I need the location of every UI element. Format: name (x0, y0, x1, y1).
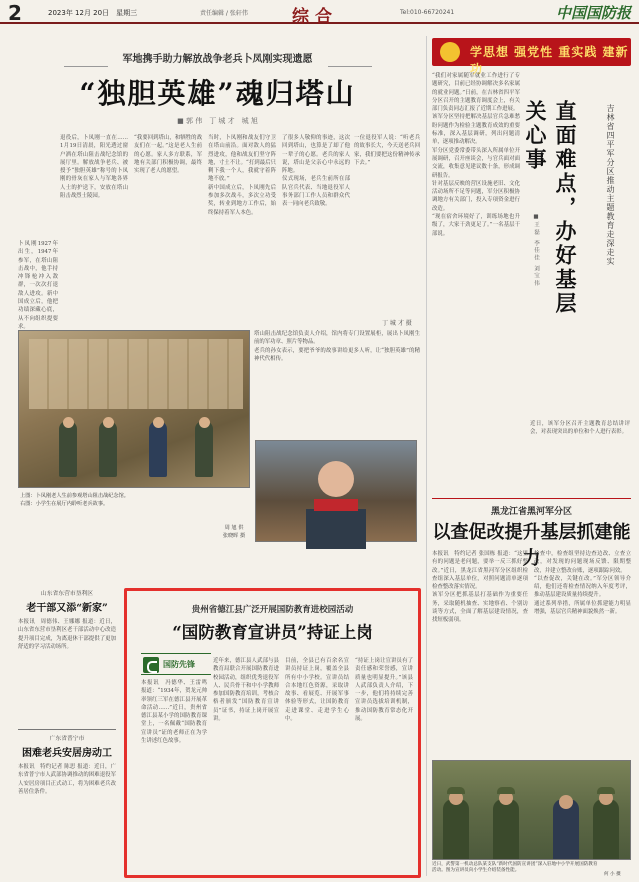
paragraph: 退役后，卜凤刚一直在……1月19日清晨，阳光透过窗户洒在塔山阻击战纪念馆的展厅里。解放战争老兵、被授予“独胆英雄”称号的卜凤刚的骨灰在家人与军地各界人士的护送下，安放在塔山阻击战烈士陵园。 (60, 135, 128, 200)
brief-text (18, 618, 116, 726)
brief-kicker-2: 广东省普宁市 (49, 736, 85, 742)
paragraph: 本报讯 特约记者 张国栋 报道：“这里有的问题是老问题，要举一反三抓好整改。”近日，黑龙江省黑河军分区组织检查组深入基层单位，对照问题清单逐项检查整改落实情况。 (432, 551, 528, 591)
issue-date: 2023年 12月 20日 星期三 (48, 9, 138, 17)
photo-credit: 周 旭 供 张晓晖 摄 (222, 525, 246, 539)
highlighted-article (124, 588, 421, 878)
campaign-banner (432, 38, 631, 76)
paragraph: “我们对家属随军就业工作进行了专题研究，目前已经协调解决多名家属的就业问题。”日前，在吉林省四平军分区召开的主题教育调度会上，有关部门负责同志汇报了近期工作进展。 (432, 73, 520, 113)
photo-caption: 上图：卜凤刚老人生前参观塔山阻击战纪念馆。 右图：小学生在展厅内聆听老兵故事。 (20, 493, 129, 507)
sidebar-column-1 (432, 72, 520, 496)
brief-title: 老干部又添“新家” (26, 603, 108, 614)
soldiers-caption: 近日，武警第一机动总队某支队“新时代国防宣讲团”深入驻地中小学开展国防教育活动。图为宣讲员向小学生介绍装备性能。 (432, 862, 598, 873)
paragraph: 一位退役军人说：“听老兵的故事长大，今天送老兵回家，我们要把这份精神传承下去。” (354, 135, 420, 166)
child-body (306, 509, 366, 549)
child-photo (255, 440, 417, 542)
section-divider (432, 498, 631, 499)
paragraph: 该军分区坚持把解决基层官兵急难愁盼问题作为检验主题教育成效的重要标准，深入基层调研，列出问题清单，逐项推动解决。 (432, 114, 520, 146)
visitor-figure (59, 421, 77, 477)
visitor-figure (149, 421, 167, 477)
page-number: 2 (8, 1, 22, 25)
paragraph: 通过系列举措，所属单位抓建能力明显增强，基层官兵精神面貌焕然一新。 (534, 600, 631, 616)
brief-text-2 (18, 763, 116, 873)
red-scarf (314, 499, 358, 511)
highlight-column-2 (213, 657, 279, 871)
paragraph: 近年来，德江县人武部与县教育局联合开展国防教育进校园活动，组织优秀退役军人、民兵骨干和中小学教师参加国防教育培训，考核合格者颁发“国防教育宣讲员”证书，持证上岗开展宣讲。 (213, 658, 279, 723)
sidebar-subtitle: 吉林省四平军分区推动主题教育走深走实 (606, 104, 615, 266)
paragraph: 当时，卜凤刚和战友们守卫在塔山前沿。面对敌人的猛烈进攻，他和战友们坚守阵地，寸土不让。“打到最后只剩下我一个人，我就守着阵地不放。” (208, 135, 276, 183)
soldier-figure (443, 799, 469, 859)
sidebar-end-note (530, 420, 630, 490)
article2-kicker: 黑龙江省黑河军分区 (490, 507, 572, 517)
highlight-column-1 (141, 679, 207, 871)
museum-photo (18, 330, 250, 488)
editor-credit: 责任编辑 / 张轩伟 (200, 10, 248, 17)
article-column-6 (254, 330, 420, 434)
article-column-3 (208, 134, 276, 324)
newspaper-logo: 中国国防报 (555, 4, 631, 22)
highlight-kicker: 贵州省德江县广泛开展国防教育进校园活动 (191, 605, 354, 615)
paragraph: 检查中，检查组坚持边查边改、立查立改，对发现的问题现场反馈、限期整改，并建立整改台账，逐项跟踪问效。 (534, 551, 631, 574)
student-head (559, 795, 573, 809)
page-header (0, 0, 639, 27)
sidebar-byline: ■ 王 磊 李 佳 佳 刘 宝 伟 (533, 214, 539, 286)
paragraph: “现在宿舍环境好了，训练场地也升级了，大家干劲更足了。”一名基层干部说。 (432, 214, 520, 237)
phone-number: Tel:010-66720241 (400, 9, 455, 16)
paragraph: “以查促改，关键在改。”军分区领导介绍，他们还将检查情况纳入年度考评，推动基层建设质量持续提升。 (534, 575, 631, 599)
paragraph: 针对基层反映的营区设施老旧、文化活动场所不足等问题，军分区积极协调地方有关部门，投入专项资金进行改造。 (432, 180, 520, 212)
paragraph: 本报讯 冯德华、王雷鸣 报道：“1934年，贺龙元帅率领红三军在德江县开展革命活动……”近日，贵州省德江县某小学的国防教育课堂上，一名佩戴“国防教育宣讲员”证的老师正在为学生讲述红色故事。 (141, 680, 207, 745)
paragraph: 该军分区把抓基层打基础作为重要任务，采取随机抽查、实地察看、个别访谈等方式，全面了解基层建设情况，查找短板弱项。 (432, 592, 528, 624)
article-column-4 (282, 134, 350, 324)
paragraph: “持证上岗让宣讲员有了责任感和荣誉感，宣讲质量也明显提升。”该县人武部负责人介绍，下一步，他们将持续完善宣讲员选拔培训机制，推动国防教育常态化开展。 (355, 658, 413, 723)
soldiers-credit: 何 小 摄 (604, 872, 621, 877)
soldier-figure (593, 799, 619, 859)
paragraph: 近日，该军分区召开主题教育总结讲评会，对表现突出的单位和个人进行表彰。 (530, 421, 630, 436)
article-byline: ■ 郭 伟 丁 城 才 城 旭 (177, 117, 258, 125)
sidebar-title: 直面难点，办好基层关心事 (523, 100, 578, 316)
paragraph: 老兵的孙女表示，要把爷爷的故事讲给更多人听，让“独胆英雄”的精神代代相传。 (254, 347, 420, 362)
article-kicker: 军地携手助力解放战争老兵卜凤刚实现遗愿 (122, 54, 313, 65)
article-title: “独胆英雄”魂归塔山 (79, 77, 356, 110)
soldier-cap (447, 787, 465, 794)
visitor-head (103, 417, 114, 428)
column-separator (426, 36, 427, 876)
brief-title-2: 困难老兵安居房动工 (22, 748, 112, 759)
soldier-cap (497, 787, 515, 794)
paragraph: 仪式现场，老兵生前所在部队官兵代表、当地退役军人事务部门工作人员和群众代表一同向老兵致敬。 (282, 176, 350, 208)
paragraph: 塔山阻击战纪念馆负责人介绍，馆内将专门设置展柜，展出卜凤刚生前的军功章、照片等物品。 (254, 331, 420, 346)
pioneer-logo-icon (143, 657, 159, 673)
soldier-figure (493, 799, 519, 859)
article2-title: 以查促改提升基层抓建能力 (432, 522, 631, 569)
news-brief-column (18, 588, 116, 878)
paragraph: 卜凤刚1927年出生，1947年参军，在塔山阻击战中，他手持冲锋枪冲入敌群，一次次打退敌人进攻。新中国成立后，他把功绩深藏心底，从不向组织提要求。 (18, 241, 58, 330)
soldier-cap (597, 787, 615, 794)
highlight-column-4 (355, 657, 413, 871)
paragraph: 目前，全县已有百余名宣讲员持证上岗，覆盖全县所有中小学校。宣讲员结合本地红色资源，采取讲故事、看展览、开展军事体验等形式，让国防教育走进课堂、走进学生心中。 (285, 658, 349, 723)
visitor-head (199, 417, 210, 428)
paragraph: “我要回到塔山，和牺牲的战友们在一起。”这是老人生前的心愿。家人多方联系，军地有关部门积极协调，最终实现了老人的愿望。 (134, 135, 202, 175)
visitor-head (63, 417, 74, 428)
paragraph: 新中国成立后，卜凤刚先后参加多次战斗，多次立功受奖，转业到地方工作后，始终保持着军人本色。 (208, 184, 276, 216)
brief-divider (18, 729, 116, 730)
title-rule-left (64, 66, 108, 67)
paragraph: 本报讯 特约记者 陈思 报道：近日，广东省普宁市人武部协调推动的困难退役军人安居房项目正式动工，将为困难老兵改善居住条件。 (18, 764, 116, 795)
article2-column-1 (432, 550, 528, 755)
visitor-head (153, 417, 164, 428)
section-title: 综合 (292, 7, 338, 27)
column-badge-label: 国防先锋 (163, 659, 195, 669)
photo-signature: 丁 城 才 摄 (382, 320, 412, 327)
paragraph: 了很多人敬仰的事迹，这次回到塔山，也算是了却了他一辈子的心愿。老兵的家人说，塔山是父亲心中永远的阵地。 (282, 135, 350, 175)
exhibit-wall (29, 339, 243, 409)
brief-kicker: 山东省东营市垦利区 (40, 591, 94, 597)
campaign-slogan: 学思想 强党性 重实践 建新功 (470, 45, 629, 76)
article-column-2 (134, 134, 202, 324)
article-column-1b (18, 240, 58, 330)
paragraph: 军分区党委常委带头深入所属单位开展调研，召开座谈会，与官兵面对面交流，收集意见建议数十条，形成调研报告。 (432, 147, 520, 179)
highlight-column-3 (285, 657, 349, 871)
visitor-figure (99, 421, 117, 477)
title-rule-right (328, 66, 372, 67)
column-badge (141, 653, 211, 675)
paragraph: 本报讯 周德伟、王娜娜 报道：近日，山东省东营市垦利区老干部活动中心改造提升项目完成，为离退休干部提供了更加舒适的学习活动场所。 (18, 619, 116, 650)
article-column-1 (60, 134, 128, 324)
visitor-figure (195, 421, 213, 477)
article-column-5 (354, 134, 420, 314)
soldiers-photo (432, 760, 631, 860)
party-emblem-icon (440, 42, 460, 62)
child-face (318, 461, 354, 497)
article2-column-2 (534, 550, 631, 755)
highlight-title: “国防教育宣讲员”持证上岗 (172, 623, 373, 642)
